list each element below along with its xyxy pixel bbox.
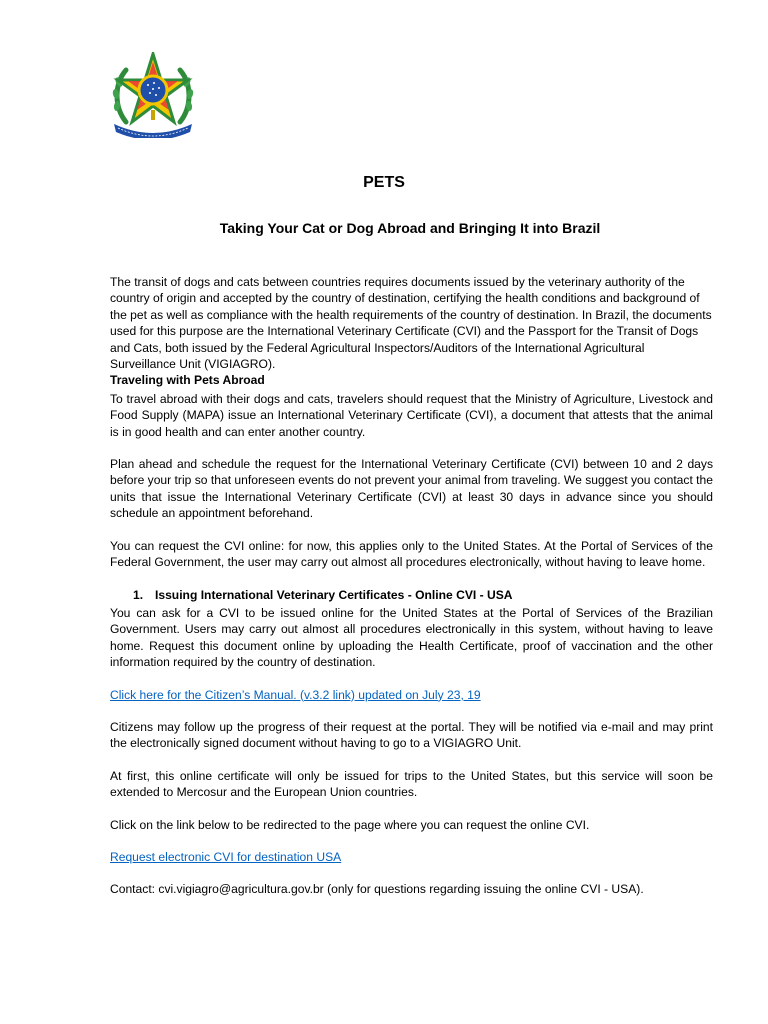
brazil-coat-of-arms-icon	[108, 52, 198, 138]
section-title: Issuing International Veterinary Certificates - Online CVI - USA	[155, 587, 513, 602]
citizens-manual-link[interactable]: Click here for the Citizen’s Manual. (v.3.2 link) updated on July 23, 19	[110, 687, 481, 702]
intro-paragraph: The transit of dogs and cats between countries requires documents issued by the veterinary authority of the country of origin and accepted by the country of destination, certifying the health conditions and background of the pet as well as compliance with the health requirements of the country of destination. In Brazil, the documents used for this purpose are the International Veterinary Certificate (CVI) and the Passport for the Transit of Dogs and Cats, both issued by the Federal Agricultural Inspectors/Auditors of the International Agricultural Surveillance Unit (VIGIAGRO).	[110, 275, 712, 372]
page-subtitle: Taking Your Cat or Dog Abroad and Bringing It into Brazil	[219, 220, 601, 236]
paragraph-travel-abroad: To travel abroad with their dogs and cats, travelers should request that the Ministry of Agriculture, Livestock and Food Supply (MAPA) issue an International Veterinary Certificate (CVI), a document that attests that the animal is in good health and can enter another country.	[110, 391, 713, 439]
traveling-heading: Traveling with Pets Abroad	[110, 373, 265, 388]
contact-line: Contact: cvi.vigiagro@agricultura.gov.br (only for questions regarding issuing the online CVI - USA).	[110, 882, 644, 897]
paragraph-request-online: You can request the CVI online: for now, this applies only to the United States. At the Portal of Services of the Federal Government, the user may carry out almost all procedures electronically, without having to leave home.	[110, 538, 713, 570]
request-electronic-cvi-link[interactable]: Request electronic CVI for destination USA	[110, 849, 342, 864]
paragraph-follow-up: Citizens may follow up the progress of their request at the portal. They will be notified via e-mail and may print the electronically signed document without having to go to a VIGIAGRO Unit.	[110, 719, 713, 751]
paragraph-click-link: Click on the link below to be redirected to the page where you can request the online CVI.	[110, 817, 590, 832]
paragraph-online-cvi: You can ask for a CVI to be issued online for the United States at the Portal of Services of the Brazilian Government. Users may carry out almost all procedures electronically in this system, without having to leave home. Request this document online by uploading the Health Certificate, proof of vaccination and the other information required by the country of destination.	[110, 605, 713, 670]
section-number: 1.	[133, 587, 144, 602]
manual-link-line	[110, 687, 713, 703]
document-body	[110, 274, 713, 898]
paragraph-first-usa: At first, this online certificate will only be issued for trips to the United States, but this service will soon be extended to Mercosur and the European Union countries.	[110, 768, 713, 800]
section-heading-online-cvi	[110, 587, 713, 603]
request-link-line	[110, 849, 713, 865]
page-title: PETS	[363, 174, 405, 191]
paragraph-plan-ahead: Plan ahead and schedule the request for the International Veterinary Certificate (CVI) between 10 and 2 days before your trip so that unforeseen events do not prevent your animal from traveling. We suggest you contact the units that issue the International Veterinary Certificate (CVI) at least 30 days in advance since you should schedule an appointment beforehand.	[110, 457, 713, 521]
